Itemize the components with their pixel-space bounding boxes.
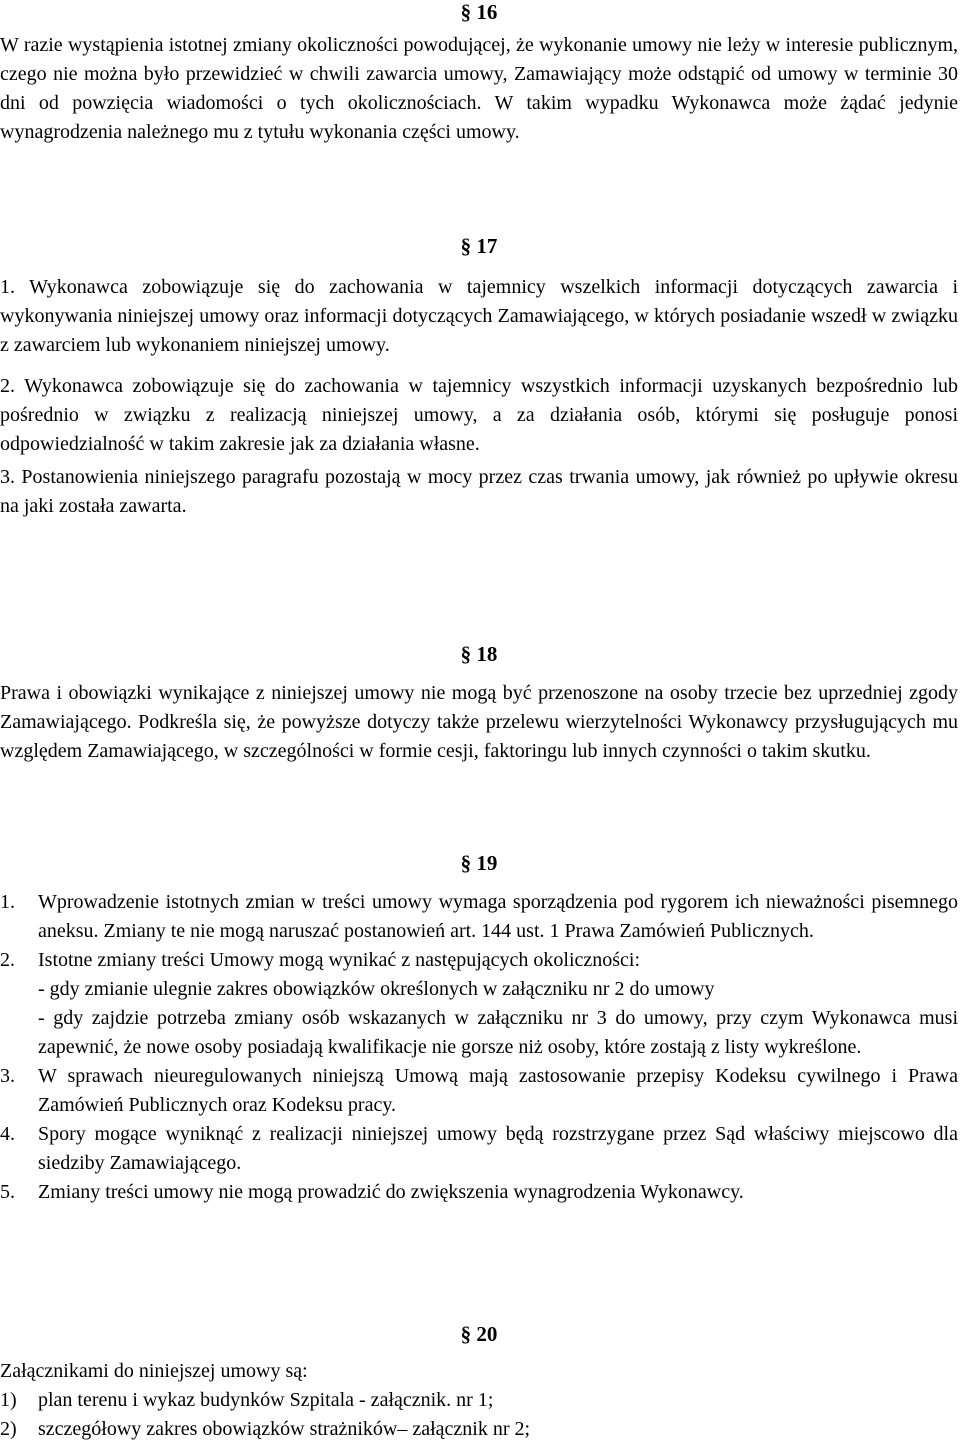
item-number: 1. [0, 891, 15, 913]
section-16 [0, 0, 958, 147]
list-item [0, 1120, 958, 1178]
item-text: plan terenu i wykaz budynków Szpitala - załącznik. nr 1; [38, 1389, 494, 1411]
item-text: Wprowadzenie istotnych zmian w treści umowy wymaga sporządzenia pod rygorem ich nieważności pisemnego aneksu. Zmiany te nie mogą naruszać postanowień art. 144 ust. 1 Prawa Zamówień Publicznych. [38, 891, 958, 942]
paragraph: 1. Wykonawca zobowiązuje się do zachowania w tajemnicy wszelkich informacji dotyczących zawarcia i wykonywania niniejszej umowy oraz informacji dotyczących Zamawiającego, w których posiadanie wszedł w związku z zawarciem lub wykonaniem niniejszej umowy. [0, 276, 958, 356]
section-heading: § 19 [460, 851, 498, 875]
item-number: 4. [0, 1123, 15, 1145]
list-item [0, 1062, 958, 1120]
item-number: 2. [0, 949, 15, 971]
list-item [0, 946, 958, 1062]
sub-item: - gdy zajdzie potrzeba zmiany osób wskazanych w załączniku nr 3 do umowy, przy czym Wykonawca musi zapewnić, że nowe osoby posiadają kwalifikacje nie gorsze niż osoby, które zostają z listy wykreślone. [38, 1007, 958, 1058]
section-heading: § 16 [460, 0, 498, 24]
section-heading: § 20 [460, 1322, 498, 1346]
item-number: 2) [0, 1418, 17, 1440]
sub-item: - gdy zmianie ulegnie zakres obowiązków określonych w załączniku nr 2 do umowy [38, 978, 715, 1000]
list-item [0, 888, 958, 946]
list-item [0, 1415, 958, 1444]
item-number: 5. [0, 1181, 15, 1203]
item-text: Istotne zmiany treści Umowy mogą wynikać z następujących okoliczności: [38, 949, 641, 971]
item-text: W sprawach nieuregulowanych niniejszą Umową mają zastosowanie przepisy Kodeksu cywilnego i Prawa Zamówień Publicznych oraz Kodeksu pracy. [38, 1065, 958, 1116]
list-item [0, 1178, 958, 1207]
paragraph: Załącznikami do niniejszej umowy są: [0, 1360, 308, 1382]
item-text: Spory mogące wyniknąć z realizacji niniejszej umowy będą rozstrzygane przez Sąd właściwy miejscowo dla siedziby Zamawiającego. [38, 1123, 958, 1174]
section-19 [0, 849, 958, 1207]
paragraph: 2. Wykonawca zobowiązuje się do zachowania w tajemnicy wszystkich informacji uzyskanych bezpośrednio lub pośrednio w związku z realizacją niniejszej umowy, a za działania osób, którymi się posługuje ponosi odpowiedzialność w takim zakresie jak za działania własne. [0, 375, 958, 455]
item-text: Zmiany treści umowy nie mogą prowadzić do zwiększenia wynagrodzenia Wykonawcy. [38, 1181, 744, 1203]
item-text-block [38, 946, 958, 1062]
paragraph: 3. Postanowienia niniejszego paragrafu pozostają w mocy przez czas trwania umowy, jak również po upływie okresu na jaki została zawarta. [0, 466, 958, 517]
list-item [0, 1386, 958, 1415]
paragraph: W razie wystąpienia istotnej zmiany okoliczności powodującej, że wykonanie umowy nie leży w interesie publicznym, czego nie można było przewidzieć w chwili zawarcia umowy, Zamawiający może odstąpić od umowy w terminie 30 dni od powzięcia wiadomości o tych okolicznościach. W takim wypadku Wykonawca może żądać jedynie wynagrodzenia należnego mu z tytułu wykonania części umowy. [0, 34, 958, 143]
section-18 [0, 640, 958, 766]
paragraph: Prawa i obowiązki wynikające z niniejszej umowy nie mogą być przenoszone na osoby trzecie bez uprzedniej zgody Zamawiającego. Podkreśla się, że powyższe dotyczy także przelewu wierzytelności Wykonawcy przysługujących mu względem Zamawiającego, w szczególności w formie cesji, faktoringu lub innych czynności o takim skutku. [0, 682, 958, 762]
section-heading: § 17 [460, 234, 498, 258]
section-20 [0, 1320, 958, 1444]
item-number: 3. [0, 1065, 15, 1087]
item-text: szczegółowy zakres obowiązków strażników– załącznik nr 2; [38, 1418, 531, 1440]
item-number: 1) [0, 1389, 17, 1411]
section-17 [0, 232, 958, 521]
section-heading: § 18 [460, 642, 498, 666]
